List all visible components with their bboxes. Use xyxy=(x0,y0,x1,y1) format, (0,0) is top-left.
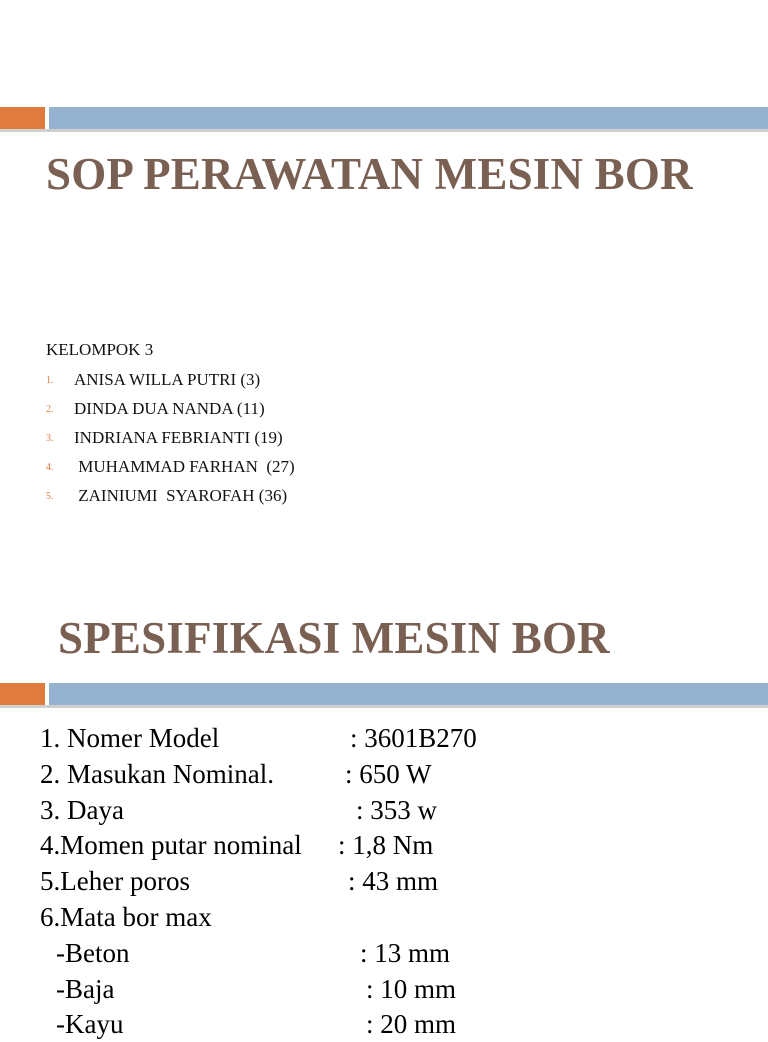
spec-value: : 13 mm xyxy=(360,937,451,968)
list-number: 1. xyxy=(46,375,54,386)
accent-blue-strip xyxy=(49,683,768,705)
spec-value: : 20 mm xyxy=(366,1009,457,1040)
accent-orange-block xyxy=(0,107,45,129)
slide1-title: SOP PERAWATAN MESIN BOR xyxy=(46,149,693,199)
member-name: MUHAMMAD FARHAN (27) xyxy=(74,457,295,476)
group-label: KELOMPOK 3 xyxy=(46,340,154,359)
spec-label: 3. Daya xyxy=(40,794,124,825)
spec-value: : 43 mm xyxy=(348,866,439,897)
list-number: 3. xyxy=(46,433,54,444)
member-name: INDRIANA FEBRIANTI (19) xyxy=(74,428,283,447)
spec-label: 4.Momen putar nominal xyxy=(40,830,302,861)
list-number: 2. xyxy=(46,404,54,415)
spec-label: -Beton xyxy=(56,937,130,968)
slide2-title: SPESIFIKASI MESIN BOR xyxy=(58,613,610,663)
section-accent-bar xyxy=(0,683,768,707)
member-name: ZAINIUMI SYAROFAH (36) xyxy=(74,486,288,505)
header-accent-bar xyxy=(0,107,768,131)
spec-value: : 3601B270 xyxy=(350,723,477,753)
member-name: DINDA DUA NANDA (11) xyxy=(74,399,265,418)
spec-value: : 10 mm xyxy=(366,973,457,1004)
spec-label: -Baja xyxy=(56,973,115,1004)
accent-blue-strip xyxy=(49,107,768,129)
spec-value: : 1,8 Nm xyxy=(338,830,434,861)
list-number: 5. xyxy=(46,491,54,502)
accent-bar-shadow xyxy=(0,129,768,132)
spec-label: 5.Leher poros xyxy=(40,866,190,897)
accent-orange-block xyxy=(0,683,45,705)
list-number: 4. xyxy=(46,462,54,473)
accent-bar-shadow xyxy=(0,705,768,708)
spec-label: 1. Nomer Model xyxy=(40,723,220,753)
spec-value: : 650 W xyxy=(345,758,432,789)
member-name: ANISA WILLA PUTRI (3) xyxy=(74,370,261,389)
spec-label: -Kayu xyxy=(56,1009,124,1040)
spec-label: 6.Mata bor max xyxy=(40,901,212,932)
spec-label: 2. Masukan Nominal. xyxy=(40,758,274,789)
spec-value: : 353 w xyxy=(356,794,437,825)
